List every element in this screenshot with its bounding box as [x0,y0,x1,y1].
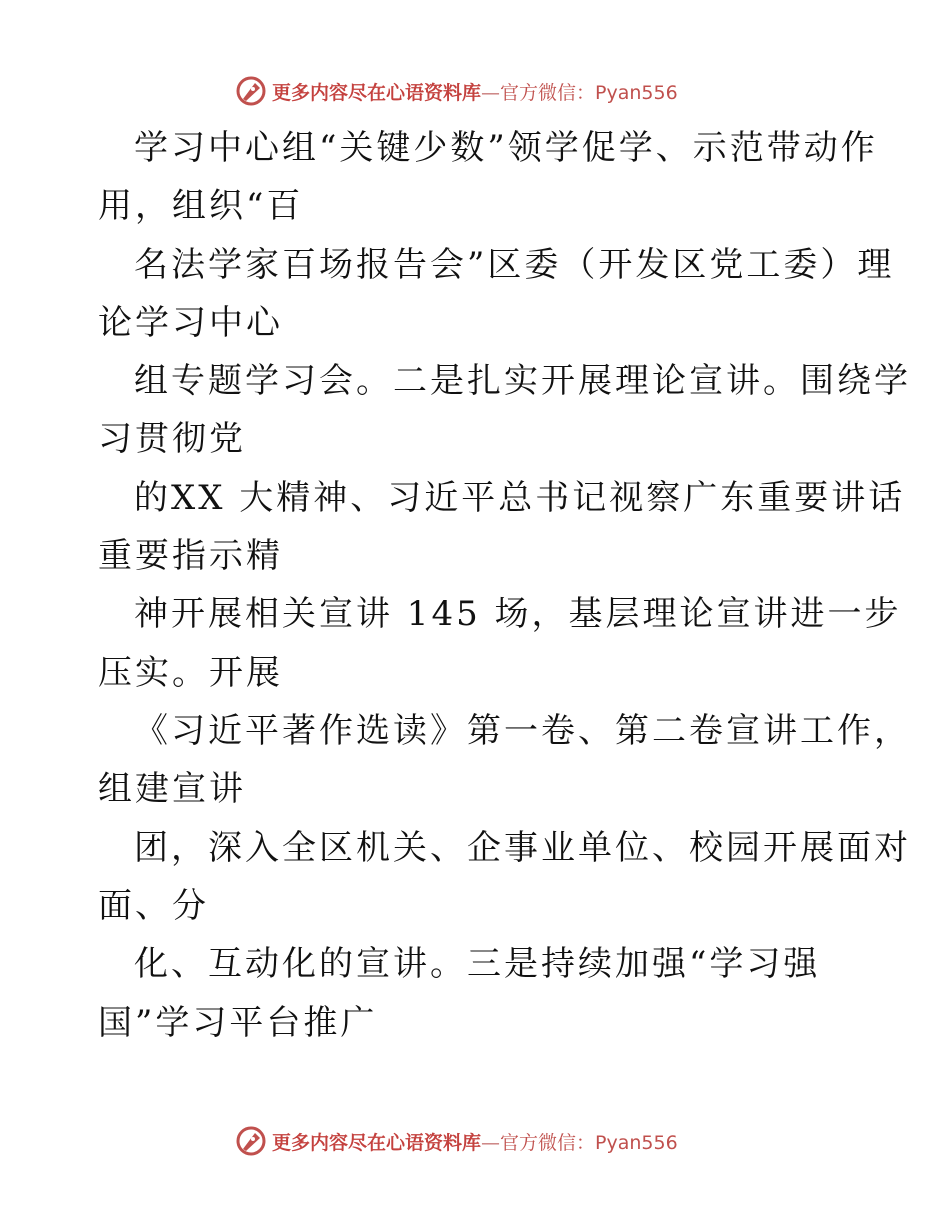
body-line: 国”学习平台推广 [98,1003,378,1043]
body-line: 《习近平著作选读》第一卷、第二卷宣讲工作， [134,711,911,751]
body-line: 团，深入全区机关、企事业单位、校园开展面对 [134,828,911,868]
body-line: 习贯彻党 [98,419,246,459]
body-line: 用，组织“百 [98,186,304,226]
body-line: 面、分 [98,886,209,926]
pen-nib-logo-icon [234,1124,268,1158]
body-line: 名法学家百场报告会”区委（开发区党工委）理 [134,245,895,285]
body-line: 论学习中心 [98,303,283,343]
footer-banner-text [272,1128,678,1155]
body-line: 组建宣讲 [98,769,246,809]
footer-site-text: 更多内容尽在心语资料库 [272,1131,482,1154]
header-site-text: 更多内容尽在心语资料库 [272,81,482,104]
body-line: 组专题学习会。二是扎实开展理论宣讲。围绕学 [134,361,911,401]
footer-banner [234,1124,678,1158]
footer-dash: — [481,1131,501,1154]
body-line: 重要指示精 [98,536,283,576]
body-line: 神开展相关宣讲 145 场，基层理论宣讲进一步 [134,594,902,634]
body-line: 的XX 大精神、习近平总书记视察广东重要讲话 [134,478,906,518]
footer-wechat-text: 官方微信：Pyan556 [500,1131,678,1154]
header-dash: — [481,81,501,104]
body-line: 化、互动化的宣讲。三是持续加强“学习强 [134,944,821,984]
header-wechat-text: 官方微信：Pyan556 [500,81,678,104]
body-line: 压实。开展 [98,653,283,693]
body-line: 学习中心组“关键少数”领学促学、示范带动作 [134,128,878,168]
